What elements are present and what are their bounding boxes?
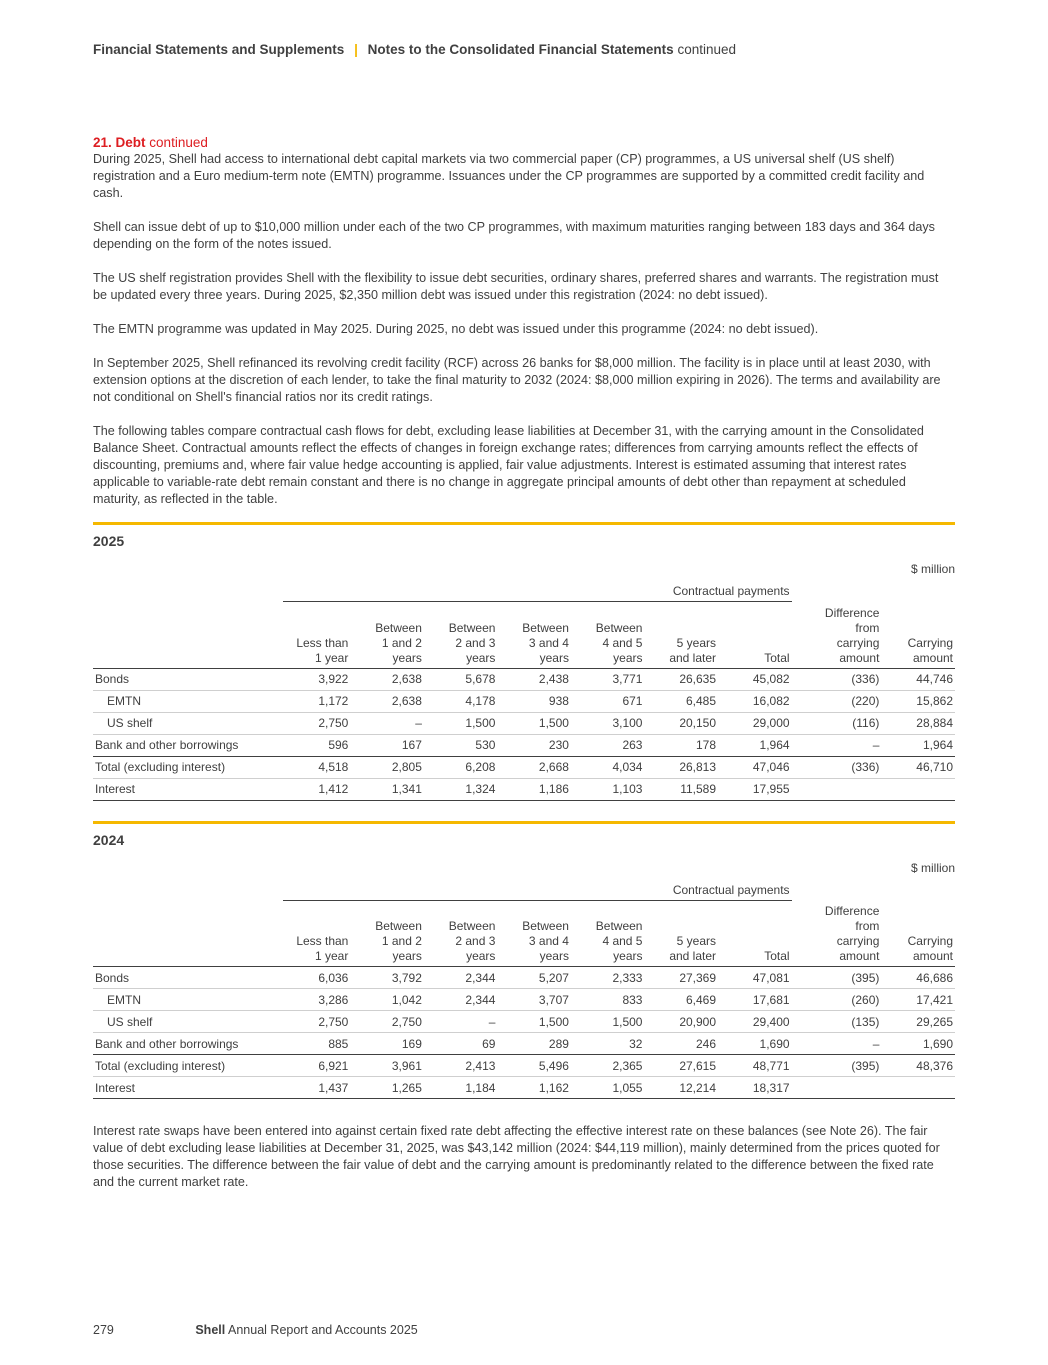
cell-spacer xyxy=(792,967,810,989)
table-cell: 530 xyxy=(424,734,498,756)
column-header-line: from carrying xyxy=(836,919,880,948)
table-cell: 11,589 xyxy=(644,778,718,800)
column-header-line: years xyxy=(613,949,643,963)
table-row xyxy=(93,1033,955,1055)
table-cell: 1,341 xyxy=(350,778,424,800)
column-header-line: Between xyxy=(595,620,643,635)
table-cell: 15,862 xyxy=(881,690,955,712)
table-cell: 20,900 xyxy=(644,1011,718,1033)
table-cell: 29,000 xyxy=(718,712,792,734)
column-header-line: Between xyxy=(375,919,422,933)
table-cell: 2,438 xyxy=(497,668,571,690)
table-cell: 1,186 xyxy=(497,778,571,800)
column-header xyxy=(644,900,718,967)
table-cell: 2,750 xyxy=(350,1011,424,1033)
table-row xyxy=(93,712,955,734)
column-header xyxy=(571,900,645,967)
column-header-line: amount xyxy=(912,949,953,963)
table-cell: 2,750 xyxy=(283,1011,350,1033)
column-header-line: Between xyxy=(448,620,496,635)
header-section: Financial Statements and Supplements xyxy=(93,42,345,57)
debt-table-2025 xyxy=(93,578,955,801)
table-cell: 47,081 xyxy=(718,967,792,989)
row-label-header xyxy=(93,602,283,669)
closing-paragraph: Interest rate swaps have been entered into against certain fixed rate debt affecting the effective interest rate on these balances (see Note 26). The fair value of debt excluding lease liabilities at December 31, 2025, was $43,142 million (2024: $44,119 million), mainly determined from the prices quoted for those securities. The difference between the fair value of debt and the carrying amount is predominantly related to the difference between the fixed rate and the current market rate. xyxy=(93,1124,940,1189)
column-header-line: Between xyxy=(522,620,569,635)
table-cell: 4,518 xyxy=(283,756,350,778)
table-cell: 20,150 xyxy=(644,712,718,734)
column-header xyxy=(881,900,955,967)
row-label: Total (excluding interest) xyxy=(93,1055,283,1077)
column-header-line: and later xyxy=(669,650,717,665)
column-header-line: years xyxy=(466,650,496,665)
cell-spacer xyxy=(792,756,810,778)
group-header-spacer xyxy=(792,877,810,901)
column-header-line: Between xyxy=(375,620,422,635)
table-cell: 29,265 xyxy=(881,1011,955,1033)
column-header xyxy=(497,900,571,967)
table-cell: (135) xyxy=(810,1011,881,1033)
footer-publication: Annual Report and Accounts 2025 xyxy=(228,1323,418,1337)
table-cell: 885 xyxy=(283,1033,350,1055)
table-cell: 28,884 xyxy=(881,712,955,734)
table-2025-block xyxy=(93,522,955,801)
group-header-spacer xyxy=(93,877,283,901)
table-cell: 596 xyxy=(283,734,350,756)
column-header-line: years xyxy=(392,949,422,963)
column-header-line: years xyxy=(392,650,422,665)
table-row xyxy=(93,668,955,690)
column-header-line: amount xyxy=(839,650,880,665)
cell-spacer xyxy=(792,734,810,756)
table-cell: 3,100 xyxy=(571,712,645,734)
group-header-spacer xyxy=(810,578,881,602)
group-header-spacer xyxy=(881,578,955,602)
table-cell: 17,421 xyxy=(881,989,955,1011)
paragraph-5: In September 2025, Shell refinanced its revolving credit facility (RCF) across 26 banks for $8,000 million. The facility is in place until at least 2030, with extension options at the discretion of each lender, to take the final maturity to 2032 (2024: $8,000 million expiring in 2026). The terms and availability are not conditional on Shell's financial ratios nor its credit ratings. xyxy=(93,356,941,404)
cell-spacer xyxy=(792,1011,810,1033)
table-cell: 12,214 xyxy=(644,1077,718,1099)
table-cell: 263 xyxy=(571,734,645,756)
table-cell: 6,485 xyxy=(644,690,718,712)
column-header-line: Total xyxy=(764,949,790,963)
column-header xyxy=(424,602,498,669)
table-cell: 1,103 xyxy=(571,778,645,800)
table-cell: 1,500 xyxy=(424,712,498,734)
note-title xyxy=(93,134,955,151)
table-cell: 1,055 xyxy=(571,1077,645,1099)
table-cell: 6,208 xyxy=(424,756,498,778)
table-cell: 1,437 xyxy=(283,1077,350,1099)
table-cell: 1,324 xyxy=(424,778,498,800)
page-number: 279 xyxy=(93,1323,114,1337)
table-cell: 938 xyxy=(497,690,571,712)
table-cell: 18,317 xyxy=(718,1077,792,1099)
table-cell: 1,184 xyxy=(424,1077,498,1099)
table-row xyxy=(93,690,955,712)
column-header xyxy=(424,900,498,967)
table-cell: 1,042 xyxy=(350,989,424,1011)
table-cell: 1,162 xyxy=(497,1077,571,1099)
column-header-line: 1 and 2 xyxy=(381,635,422,650)
paragraph-4: The EMTN programme was updated in May 2025. During 2025, no debt was issued under this programme (2024: no debt issued). xyxy=(93,322,819,336)
table-cell: 2,668 xyxy=(497,756,571,778)
table-row xyxy=(93,778,955,800)
cell-spacer xyxy=(792,668,810,690)
group-header-spacer xyxy=(792,578,810,602)
table-cell: 1,500 xyxy=(497,1011,571,1033)
column-header-line: amount xyxy=(912,650,953,665)
table-cell: 46,710 xyxy=(881,756,955,778)
table-cell: 27,615 xyxy=(644,1055,718,1077)
table-cell: 1,412 xyxy=(283,778,350,800)
table-cell: 1,172 xyxy=(283,690,350,712)
table-cell: 44,746 xyxy=(881,668,955,690)
group-header-spacer xyxy=(810,877,881,901)
table-cell: – xyxy=(350,712,424,734)
row-label: Interest xyxy=(93,778,283,800)
group-header-spacer xyxy=(93,578,283,602)
column-header-line: and later xyxy=(669,949,717,963)
table-cell xyxy=(810,778,881,800)
header-subsection: Notes to the Consolidated Financial Statements xyxy=(367,42,674,57)
row-label: Bank and other borrowings xyxy=(93,1033,283,1055)
row-label: Interest xyxy=(93,1077,283,1099)
note-title-text: 21. Debt xyxy=(93,135,146,150)
table-cell: 3,922 xyxy=(283,668,350,690)
table-cell: 5,496 xyxy=(497,1055,571,1077)
table-cell: 1,964 xyxy=(718,734,792,756)
table-cell: 47,046 xyxy=(718,756,792,778)
table-cell: 289 xyxy=(497,1033,571,1055)
table-cell: 69 xyxy=(424,1033,498,1055)
cell-spacer xyxy=(792,778,810,800)
row-label: Total (excluding interest) xyxy=(93,756,283,778)
table-cell: 3,286 xyxy=(283,989,350,1011)
row-label: US shelf xyxy=(93,712,283,734)
table-cell: 48,376 xyxy=(881,1055,955,1077)
table-row xyxy=(93,989,955,1011)
column-spacer xyxy=(792,602,810,669)
paragraph-6: The following tables compare contractual cash flows for debt, excluding lease liabilities at December 31, with the carrying amount in the Consolidated Balance Sheet. Contractual amounts reflect the effects of changes in foreign exchange rates; differences from carrying amounts reflect the effects of discounting, premiums and, where fair value hedge accounting is applied, fair value adjustments. Interest is estimated assuming that interest rates applicable to variable-rate debt remain constant and there is no change in aggregate principal amounts of debt other than repayment at scheduled maturity, as reflected in the table. xyxy=(93,424,924,506)
table-row xyxy=(93,967,955,989)
page-header xyxy=(93,42,736,57)
column-header-line: years xyxy=(539,949,569,963)
column-header xyxy=(350,900,424,967)
debt-table-2024 xyxy=(93,877,955,1100)
contractual-payments-header: Contractual payments xyxy=(283,578,792,602)
group-header-spacer xyxy=(881,877,955,901)
column-header xyxy=(644,602,718,669)
table-cell: 671 xyxy=(571,690,645,712)
paragraph-3: The US shelf registration provides Shell with the flexibility to issue debt securities, ordinary shares, preferred shares and warrants. The registration must be updated every three years. During 2025, $2,350 million debt was issued under this registration (2024: no debt issued). xyxy=(93,271,939,302)
table-cell: 5,678 xyxy=(424,668,498,690)
table-cell: 3,792 xyxy=(350,967,424,989)
table-cell xyxy=(881,1077,955,1099)
table-cell: 246 xyxy=(644,1033,718,1055)
table-cell: (395) xyxy=(810,1055,881,1077)
cell-spacer xyxy=(792,1055,810,1077)
table-cell: 169 xyxy=(350,1033,424,1055)
table-cell: 178 xyxy=(644,734,718,756)
column-header-line: Between xyxy=(448,919,496,933)
column-header xyxy=(718,602,792,669)
table-cell: 230 xyxy=(497,734,571,756)
table-cell: 32 xyxy=(571,1033,645,1055)
column-header-line: 1 and 2 xyxy=(381,934,422,948)
column-header-line: 2 and 3 xyxy=(455,934,496,948)
table-2025-year: 2025 xyxy=(93,533,125,549)
row-label: EMTN xyxy=(93,989,283,1011)
column-header-line: years xyxy=(539,650,569,665)
column-header-line: Difference xyxy=(824,904,880,918)
table-cell: 2,638 xyxy=(350,690,424,712)
column-header-line: 5 years xyxy=(676,635,717,650)
table-cell: 26,635 xyxy=(644,668,718,690)
column-header-line: 1 year xyxy=(315,949,349,963)
table-2024-unit: $ million xyxy=(910,860,955,875)
column-header-line: 4 and 5 xyxy=(602,635,643,650)
table-cell: 46,686 xyxy=(881,967,955,989)
column-header-line: years xyxy=(613,650,643,665)
page-footer xyxy=(93,1323,418,1337)
group-header-row xyxy=(93,877,955,901)
table-cell: 29,400 xyxy=(718,1011,792,1033)
table-cell: 1,265 xyxy=(350,1077,424,1099)
table-cell: 3,771 xyxy=(571,668,645,690)
table-cell: 2,333 xyxy=(571,967,645,989)
column-header-line: Carrying xyxy=(907,934,953,948)
table-cell: 2,413 xyxy=(424,1055,498,1077)
table-row xyxy=(93,734,955,756)
column-header xyxy=(497,602,571,669)
row-label-header xyxy=(93,900,283,967)
table-cell: 4,034 xyxy=(571,756,645,778)
column-header-line: Between xyxy=(595,919,643,933)
column-spacer xyxy=(792,900,810,967)
table-cell: 2,344 xyxy=(424,989,498,1011)
row-label: US shelf xyxy=(93,1011,283,1033)
table-cell: 16,082 xyxy=(718,690,792,712)
table-cell: (395) xyxy=(810,967,881,989)
cell-spacer xyxy=(792,690,810,712)
table-2024-year: 2024 xyxy=(93,831,125,848)
header-continued: continued xyxy=(677,42,736,57)
table-cell: 3,707 xyxy=(497,989,571,1011)
cell-spacer xyxy=(792,1033,810,1055)
table-cell: 6,921 xyxy=(283,1055,350,1077)
table-row xyxy=(93,1011,955,1033)
table-cell xyxy=(810,1077,881,1099)
row-label: Bonds xyxy=(93,967,283,989)
column-header xyxy=(810,602,881,669)
column-header-line: amount xyxy=(839,949,880,963)
table-cell: 6,036 xyxy=(283,967,350,989)
table-cell: 1,690 xyxy=(718,1033,792,1055)
table-row xyxy=(93,1055,955,1077)
column-header-line: 5 years xyxy=(676,934,717,948)
cell-spacer xyxy=(792,1077,810,1099)
table-cell: (220) xyxy=(810,690,881,712)
column-header xyxy=(350,602,424,669)
table-cell: 17,681 xyxy=(718,989,792,1011)
table-cell: 1,500 xyxy=(497,712,571,734)
column-header-line: Difference xyxy=(824,605,880,620)
table-cell: 17,955 xyxy=(718,778,792,800)
column-header-line: from carrying xyxy=(836,620,880,650)
table-cell: 2,750 xyxy=(283,712,350,734)
cell-spacer xyxy=(792,712,810,734)
table-2024-block xyxy=(93,821,955,1100)
table-cell: 3,961 xyxy=(350,1055,424,1077)
table-cell: 5,207 xyxy=(497,967,571,989)
column-header-line: 2 and 3 xyxy=(455,635,496,650)
table-row xyxy=(93,756,955,778)
header-separator: | xyxy=(354,42,358,57)
group-header-row xyxy=(93,578,955,602)
table-cell: (336) xyxy=(810,668,881,690)
row-label: Bonds xyxy=(93,668,283,690)
column-header-line: Total xyxy=(764,650,790,665)
table-cell: 833 xyxy=(571,989,645,1011)
column-header xyxy=(283,900,350,967)
table-2025-unit: $ million xyxy=(910,562,955,576)
column-header-line: Carrying xyxy=(907,635,953,650)
table-cell: – xyxy=(810,1033,881,1055)
table-cell: 2,344 xyxy=(424,967,498,989)
paragraph-2: Shell can issue debt of up to $10,000 million under each of the two CP programmes, with maximum maturities ranging between 183 days and 364 days depending on the form of the notes issued. xyxy=(93,220,935,251)
contractual-payments-header: Contractual payments xyxy=(283,877,792,901)
column-header xyxy=(881,602,955,669)
table-cell: 1,500 xyxy=(571,1011,645,1033)
column-header-line: years xyxy=(466,949,496,963)
table-cell: 4,178 xyxy=(424,690,498,712)
table-cell: (260) xyxy=(810,989,881,1011)
column-header xyxy=(283,602,350,669)
table-cell: (336) xyxy=(810,756,881,778)
column-header-line: 1 year xyxy=(315,650,349,665)
column-header xyxy=(718,900,792,967)
main-content xyxy=(93,134,955,1208)
note-title-continued: continued xyxy=(149,135,208,150)
table-cell xyxy=(881,778,955,800)
paragraph-1: During 2025, Shell had access to international debt capital markets via two commercial paper (CP) programmes, a US universal shelf (US shelf) registration and a Euro medium-term note (EMTN) programme. Issuances under the CP programmes are supported by a committed credit facility and cash. xyxy=(93,152,925,200)
table-cell: 167 xyxy=(350,734,424,756)
column-header xyxy=(810,900,881,967)
column-header-line: 3 and 4 xyxy=(528,635,569,650)
row-label: EMTN xyxy=(93,690,283,712)
column-header-line: Less than xyxy=(296,934,349,948)
column-header-line: 3 and 4 xyxy=(528,934,569,948)
column-header-line: Less than xyxy=(296,635,349,650)
table-cell: 48,771 xyxy=(718,1055,792,1077)
table-cell: 2,638 xyxy=(350,668,424,690)
table-cell: 26,813 xyxy=(644,756,718,778)
footer-brand: Shell xyxy=(195,1323,226,1337)
column-header xyxy=(571,602,645,669)
column-header-line: Between xyxy=(522,919,569,933)
column-header-row xyxy=(93,900,955,967)
cell-spacer xyxy=(792,989,810,1011)
table-cell: 6,469 xyxy=(644,989,718,1011)
table-row xyxy=(93,1077,955,1099)
column-header-row xyxy=(93,602,955,669)
table-cell: (116) xyxy=(810,712,881,734)
table-cell: 1,964 xyxy=(881,734,955,756)
table-cell: 45,082 xyxy=(718,668,792,690)
table-cell: 2,365 xyxy=(571,1055,645,1077)
table-cell: 1,690 xyxy=(881,1033,955,1055)
column-header-line: 4 and 5 xyxy=(602,934,643,948)
row-label: Bank and other borrowings xyxy=(93,734,283,756)
table-cell: – xyxy=(810,734,881,756)
table-cell: – xyxy=(424,1011,498,1033)
table-cell: 2,805 xyxy=(350,756,424,778)
table-cell: 27,369 xyxy=(644,967,718,989)
